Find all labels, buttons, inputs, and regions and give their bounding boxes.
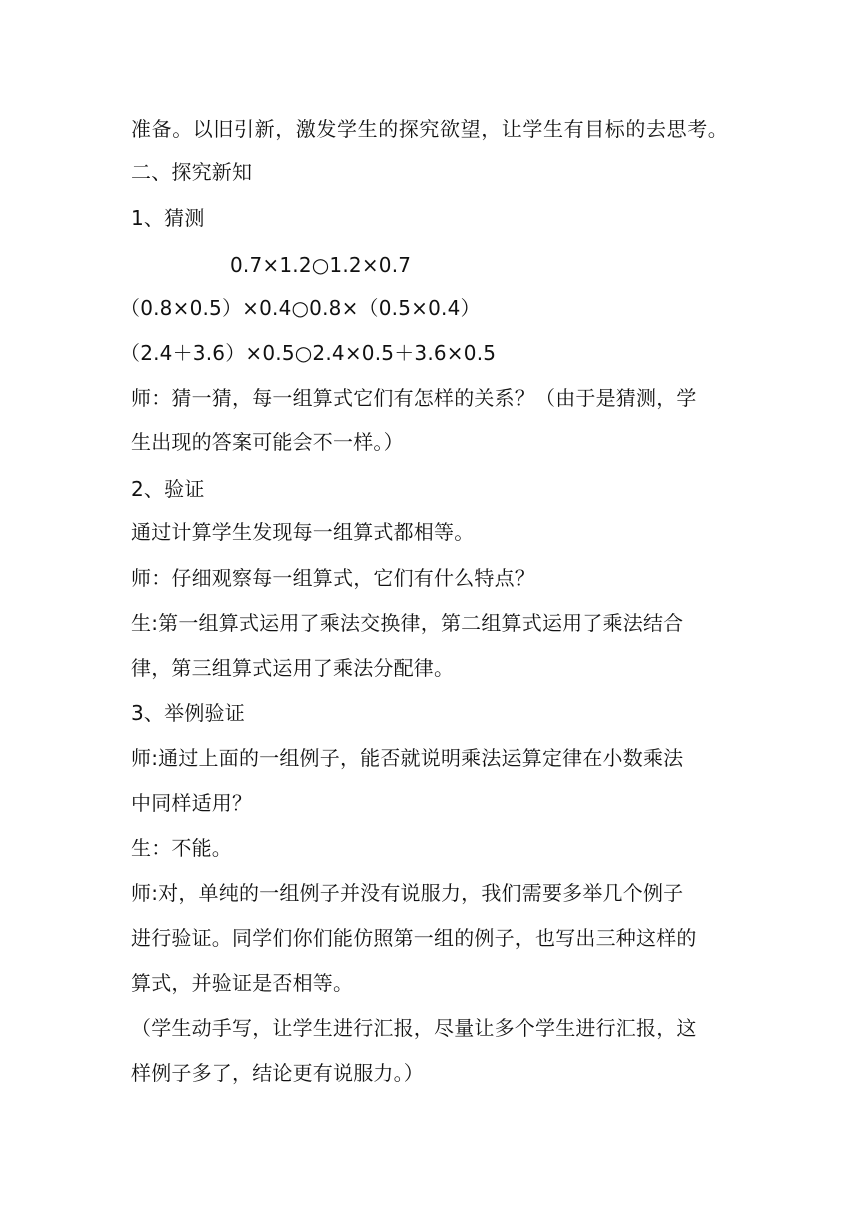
paragraph-line-preparation: 准备。以旧引新，激发学生的探究欲望，让学生有目标的去思考。 [131, 117, 729, 141]
student-answer-line-2: 律，第三组算式运用了乘法分配律。 [131, 656, 455, 680]
teacher-question-line-2: 生出现的答案可能会不一样。） [131, 430, 404, 454]
teacher-instruction-line-3: 算式，并验证是否相等。 [131, 971, 354, 995]
teacher-question-example-line-2: 中同样适用？ [131, 791, 253, 815]
student-answer-line-1: 生:第一组算式运用了乘法交换律，第二组算式运用了乘法结合 [131, 611, 684, 635]
formula-line-1: 0.7×1.2○1.2×0.7 [230, 253, 412, 277]
formula-line-2: （0.8×0.5）×0.4○0.8×（0.5×0.4） [120, 296, 481, 320]
teacher-instruction-line-1: 师:对，单纯的一组例子并没有说服力，我们需要多举几个例子 [131, 881, 684, 905]
student-reply-no: 生：不能。 [131, 836, 232, 860]
teacher-question-line-1: 师：猜一猜，每一组算式它们有怎样的关系？（由于是猜测，学 [131, 386, 697, 410]
subheading-verify: 2、验证 [131, 477, 205, 501]
student-activity-line-1: （学生动手写，让学生进行汇报，尽量让多个学生进行汇报，这 [131, 1016, 697, 1040]
subheading-example-verify: 3、举例验证 [131, 701, 245, 725]
formula-line-3: （2.4＋3.6）×0.5○2.4×0.5＋3.6×0.5 [120, 341, 497, 365]
teacher-observation-question: 师：仔细观察每一组算式，它们有什么特点？ [131, 566, 535, 590]
student-activity-line-2: 样例子多了，结论更有说服力。） [131, 1061, 424, 1085]
teacher-question-example-line-1: 师:通过上面的一组例子，能否就说明乘法运算定律在小数乘法 [131, 746, 684, 770]
teacher-instruction-line-2: 进行验证。同学们你们能仿照第一组的例子，也写出三种这样的 [131, 926, 697, 950]
paragraph-calculation-result: 通过计算学生发现每一组算式都相等。 [131, 520, 475, 544]
section-heading-explore: 二、探究新知 [131, 160, 253, 184]
subheading-guess: 1、猜测 [131, 206, 205, 230]
